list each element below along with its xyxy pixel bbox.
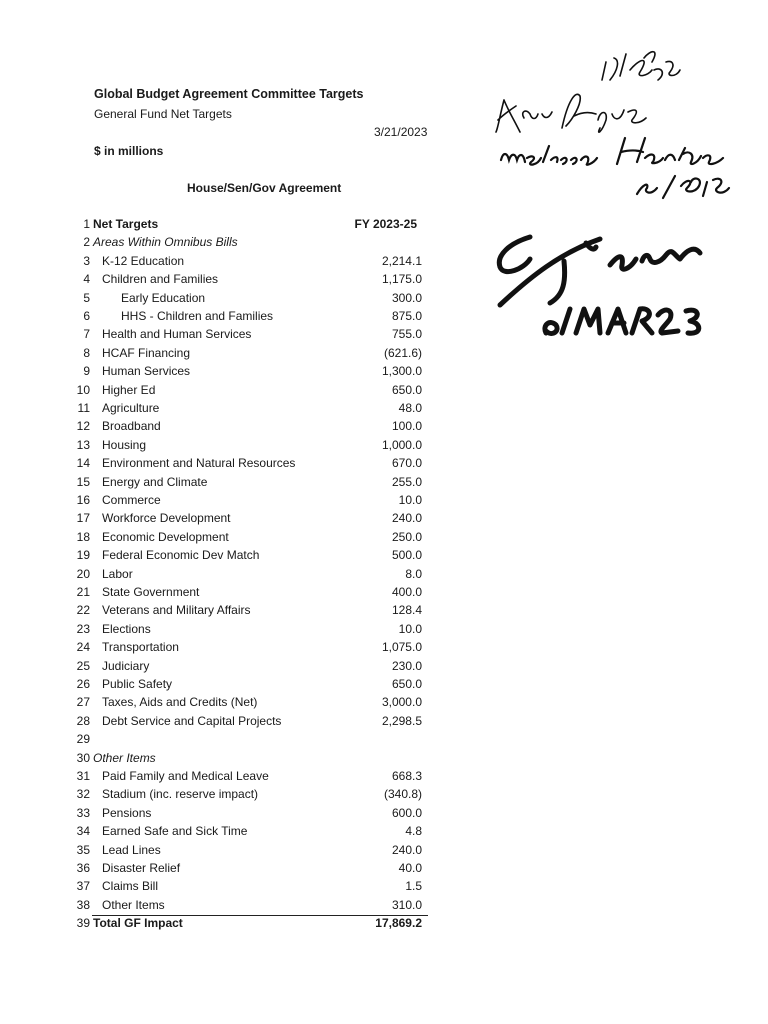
row-number: 38 bbox=[76, 897, 90, 912]
row-value: 240.0 bbox=[391, 842, 422, 857]
table-row bbox=[60, 546, 430, 564]
row-value: 250.0 bbox=[391, 529, 422, 544]
table-row bbox=[60, 289, 430, 307]
row-label: K-12 Education bbox=[102, 253, 185, 268]
row-number: 22 bbox=[76, 603, 90, 618]
agreement-heading: House/Sen/Gov Agreement bbox=[187, 181, 342, 195]
row-number: 24 bbox=[76, 640, 90, 655]
table-row bbox=[60, 841, 430, 859]
row-value: (621.6) bbox=[383, 345, 422, 360]
row-value: 2,214.1 bbox=[381, 253, 422, 268]
row-value: 1,075.0 bbox=[381, 640, 422, 655]
row-label: Paid Family and Medical Leave bbox=[102, 769, 269, 783]
row-value: 100.0 bbox=[391, 419, 422, 434]
table-row bbox=[60, 896, 430, 914]
row-value: 10.0 bbox=[398, 493, 422, 507]
row-value: 4.8 bbox=[405, 824, 422, 839]
row-value: 255.0 bbox=[391, 474, 422, 489]
row-label: Transportation bbox=[102, 640, 179, 655]
row-number: 6 bbox=[83, 309, 90, 323]
row-number: 7 bbox=[83, 327, 90, 342]
table-row bbox=[60, 381, 430, 399]
signature-tim-walz bbox=[490, 225, 740, 345]
row-number: 28 bbox=[76, 713, 90, 728]
table-row bbox=[60, 528, 430, 546]
document-subtitle: General Fund Net Targets bbox=[94, 107, 232, 121]
row-number: 14 bbox=[76, 456, 90, 471]
row-label: Lead Lines bbox=[102, 842, 161, 857]
row-number: 12 bbox=[76, 419, 90, 434]
row-label: Higher Ed bbox=[102, 382, 156, 397]
row-number: 9 bbox=[83, 364, 90, 379]
row-value: 755.0 bbox=[391, 327, 422, 342]
row-number: 16 bbox=[76, 493, 90, 507]
row-value: 10.0 bbox=[398, 621, 422, 636]
row-value: 500.0 bbox=[391, 548, 422, 563]
signature-melissa-hortman bbox=[497, 130, 737, 200]
table-row bbox=[60, 638, 430, 656]
table-row bbox=[60, 344, 430, 362]
row-number: 8 bbox=[83, 345, 90, 360]
row-number: 21 bbox=[76, 585, 90, 599]
row-value: 310.0 bbox=[391, 897, 422, 912]
row-number: 17 bbox=[76, 511, 90, 526]
table-row bbox=[60, 657, 430, 675]
table-row bbox=[60, 454, 430, 472]
row-value: 48.0 bbox=[398, 401, 422, 415]
row-value: 1,175.0 bbox=[381, 272, 422, 287]
row-number: 20 bbox=[76, 566, 90, 581]
row-number: 30 bbox=[76, 750, 90, 765]
row-number: 29 bbox=[76, 732, 90, 747]
row-value: 40.0 bbox=[398, 861, 422, 875]
table-row bbox=[60, 417, 430, 435]
row-label: Veterans and Military Affairs bbox=[102, 603, 251, 618]
row-label: Taxes, Aids and Credits (Net) bbox=[102, 695, 258, 710]
row-number: 13 bbox=[76, 437, 90, 452]
table-row bbox=[60, 307, 430, 325]
table-row bbox=[60, 270, 430, 288]
table-row bbox=[60, 620, 430, 638]
row-label: HHS - Children and Families bbox=[121, 309, 274, 323]
row-label: Federal Economic Dev Match bbox=[102, 548, 260, 563]
table-row bbox=[60, 252, 430, 270]
row-label: Disaster Relief bbox=[102, 861, 181, 875]
document-title: Global Budget Agreement Committee Targets bbox=[94, 87, 364, 101]
row-number: 2 bbox=[83, 235, 90, 250]
row-value: 1,000.0 bbox=[381, 437, 422, 452]
row-label: Pensions bbox=[102, 805, 152, 820]
row-label: Commerce bbox=[102, 493, 161, 507]
row-label: Elections bbox=[102, 621, 151, 636]
table-row bbox=[60, 675, 430, 693]
table-row bbox=[60, 215, 430, 233]
row-label: Other Items bbox=[93, 750, 156, 765]
table-row bbox=[60, 767, 430, 785]
row-label: Areas Within Omnibus Bills bbox=[93, 235, 238, 250]
row-label: HCAF Financing bbox=[102, 345, 191, 360]
table-row bbox=[60, 785, 430, 803]
row-label: Stadium (inc. reserve impact) bbox=[102, 787, 259, 802]
table-row bbox=[60, 712, 430, 730]
row-value: 3,000.0 bbox=[381, 695, 422, 710]
table-row bbox=[60, 325, 430, 343]
row-number: 25 bbox=[76, 658, 90, 673]
row-label: Human Services bbox=[102, 364, 191, 379]
table-row bbox=[60, 601, 430, 619]
row-number: 33 bbox=[76, 805, 90, 820]
row-label: Children and Families bbox=[102, 272, 219, 287]
row-value: 17,869.2 bbox=[375, 916, 422, 931]
row-value: 875.0 bbox=[391, 309, 422, 323]
row-value: 300.0 bbox=[391, 290, 422, 305]
row-number: 35 bbox=[76, 842, 90, 857]
row-number: 37 bbox=[76, 879, 90, 894]
row-value: 650.0 bbox=[391, 677, 422, 691]
table-row bbox=[60, 804, 430, 822]
row-label: Health and Human Services bbox=[102, 327, 252, 342]
row-number: 1 bbox=[83, 217, 90, 231]
table-row bbox=[60, 583, 430, 601]
row-number: 18 bbox=[76, 529, 90, 544]
table-row bbox=[60, 436, 430, 454]
table-row bbox=[60, 877, 430, 895]
table-row bbox=[60, 473, 430, 491]
row-number: 27 bbox=[76, 695, 90, 710]
row-value: 650.0 bbox=[391, 382, 422, 397]
row-value: 600.0 bbox=[391, 805, 422, 820]
table-row bbox=[60, 565, 430, 583]
row-label: Earned Safe and Sick Time bbox=[102, 824, 248, 839]
table-row bbox=[60, 362, 430, 380]
row-number: 10 bbox=[76, 382, 90, 397]
row-number: 11 bbox=[77, 401, 90, 415]
row-label: Economic Development bbox=[102, 529, 229, 544]
row-value: FY 2023-25 bbox=[354, 217, 417, 231]
table-row bbox=[60, 749, 430, 767]
row-value: 668.3 bbox=[391, 769, 422, 783]
row-label: Debt Service and Capital Projects bbox=[102, 713, 282, 728]
row-value: 1,300.0 bbox=[381, 364, 422, 379]
row-label: Energy and Climate bbox=[102, 474, 208, 489]
row-number: 34 bbox=[76, 824, 90, 839]
table-row bbox=[60, 509, 430, 527]
row-value: 128.4 bbox=[391, 603, 422, 618]
row-number: 26 bbox=[76, 677, 90, 691]
row-number: 39 bbox=[76, 916, 90, 931]
row-number: 23 bbox=[76, 621, 90, 636]
row-label: Other Items bbox=[102, 897, 165, 912]
row-value: 240.0 bbox=[391, 511, 422, 526]
row-label: Public Safety bbox=[102, 677, 173, 691]
row-value: 1.5 bbox=[405, 879, 422, 894]
row-label: Workforce Development bbox=[102, 511, 231, 526]
units-label: $ in millions bbox=[94, 144, 164, 158]
row-number: 5 bbox=[83, 290, 90, 305]
row-label: Claims Bill bbox=[102, 879, 159, 894]
document-date: 3/21/2023 bbox=[374, 125, 428, 139]
row-label: Broadband bbox=[102, 419, 161, 434]
row-value: 8.0 bbox=[405, 566, 422, 581]
row-number: 4 bbox=[83, 272, 90, 287]
row-number: 36 bbox=[76, 861, 90, 875]
table-row bbox=[60, 693, 430, 711]
row-number: 19 bbox=[76, 548, 90, 563]
table-row bbox=[60, 914, 430, 932]
row-label: Agriculture bbox=[102, 401, 160, 415]
row-value: 2,298.5 bbox=[381, 713, 422, 728]
row-label: Housing bbox=[102, 437, 147, 452]
row-value: 400.0 bbox=[391, 585, 422, 599]
table-row bbox=[60, 730, 430, 748]
row-value: 670.0 bbox=[391, 456, 422, 471]
table-row bbox=[60, 233, 430, 251]
row-number: 15 bbox=[76, 474, 90, 489]
table-row bbox=[60, 859, 430, 877]
total-rule bbox=[92, 915, 428, 916]
row-label: Judiciary bbox=[102, 658, 150, 673]
row-value: 230.0 bbox=[391, 658, 422, 673]
table-row bbox=[60, 399, 430, 417]
row-number: 32 bbox=[76, 787, 90, 802]
row-label: Early Education bbox=[121, 290, 206, 305]
table-row bbox=[60, 822, 430, 840]
row-number: 31 bbox=[76, 769, 90, 783]
row-label: State Government bbox=[102, 585, 200, 599]
row-number: 3 bbox=[83, 253, 90, 268]
row-label: Net Targets bbox=[93, 217, 159, 231]
row-value: (340.8) bbox=[383, 787, 422, 802]
table-row bbox=[60, 491, 430, 509]
row-label: Environment and Natural Resources bbox=[102, 456, 296, 471]
row-label: Total GF Impact bbox=[93, 916, 183, 931]
row-label: Labor bbox=[102, 566, 133, 581]
